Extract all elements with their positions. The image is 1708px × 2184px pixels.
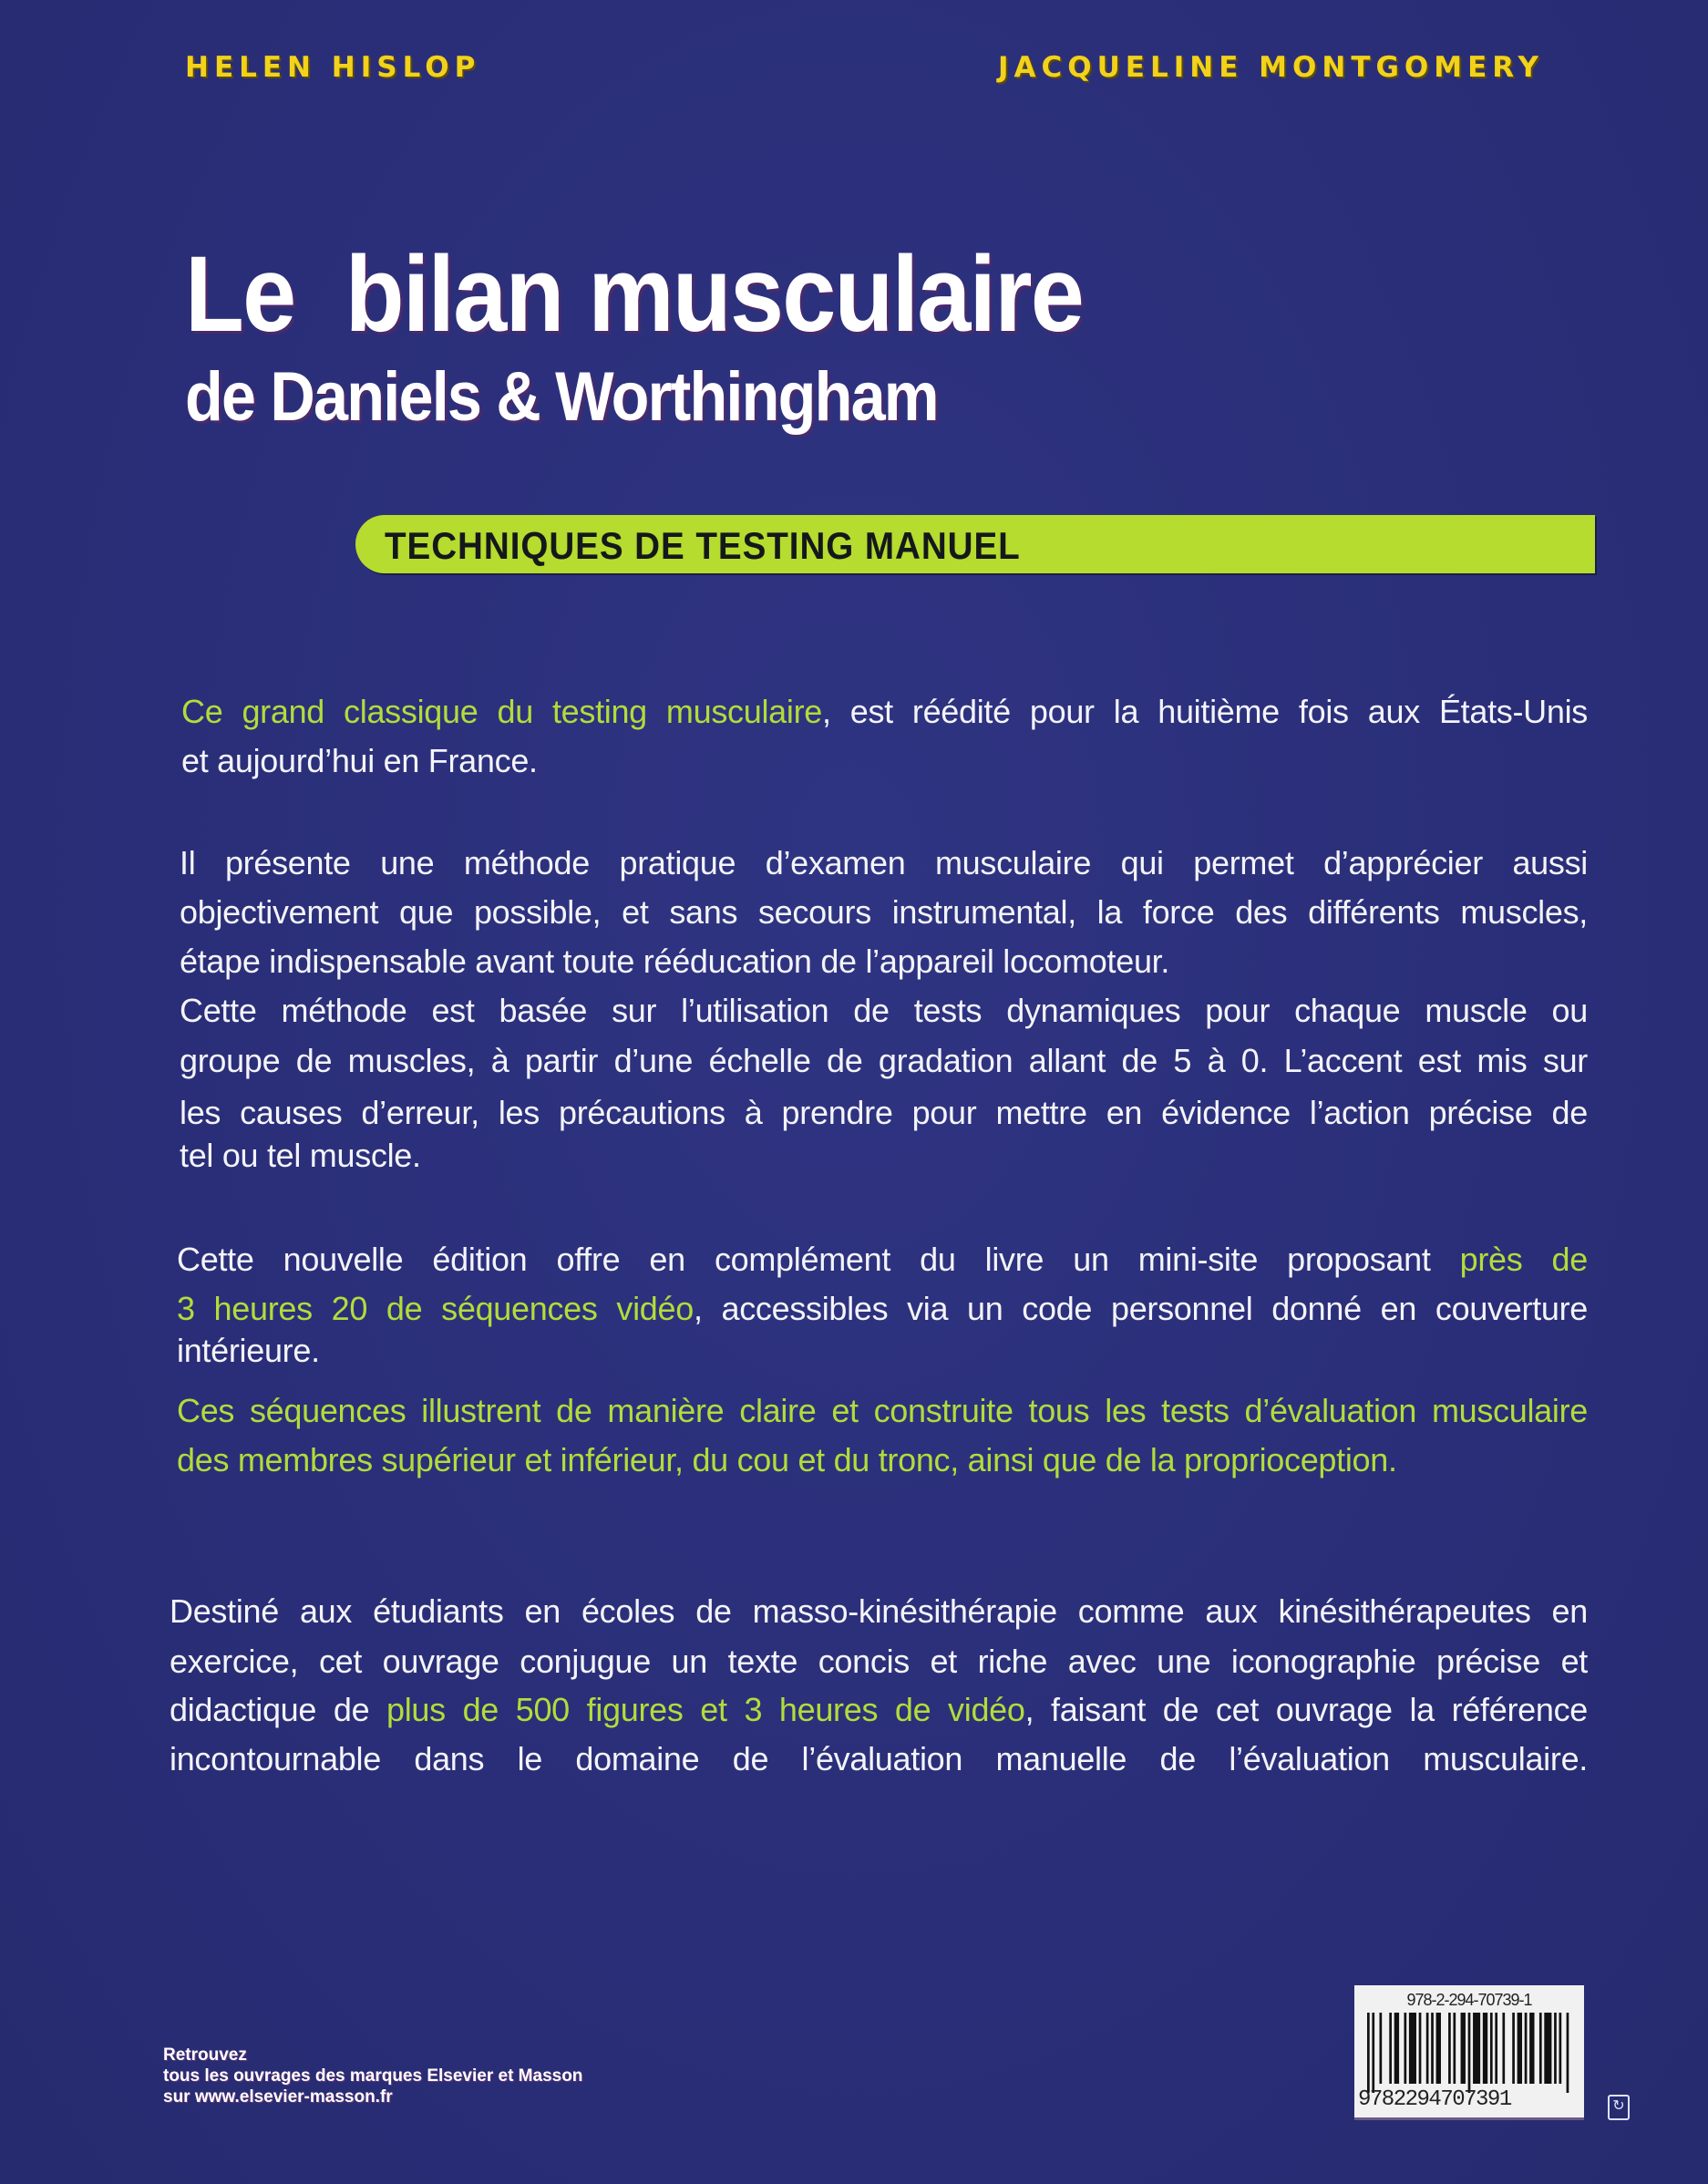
recycle-icon: ↻ xyxy=(1608,2095,1630,2120)
highlighted-text: près de xyxy=(1459,1241,1588,1278)
blurb-line xyxy=(177,1389,1588,1433)
barcode-bar xyxy=(1529,2013,1534,2084)
blurb-line xyxy=(170,1590,1588,1633)
barcode-bar xyxy=(1453,2013,1456,2084)
highlighted-text: des membres supérieur et inférieur, du cou et du tronc, ainsi que de la proprioception. xyxy=(177,1441,1397,1478)
blurb-line xyxy=(177,1238,1588,1282)
blurb-line xyxy=(180,891,1588,934)
barcode-bar xyxy=(1544,2013,1551,2084)
barcode-bar xyxy=(1436,2013,1441,2084)
body-text: étape indispensable avant toute rééducation de l’appareil locomoteur. xyxy=(180,943,1170,980)
body-text: et aujourd’hui en France. xyxy=(181,742,538,779)
body-text: les causes d’erreur, les précautions à prendre pour mettre en évidence l’action précise de xyxy=(180,1094,1588,1131)
barcode-bar xyxy=(1409,2013,1416,2084)
banner-text: TECHNIQUES DE TESTING MANUEL xyxy=(385,524,1021,567)
barcode-bar xyxy=(1372,2013,1374,2093)
highlighted-text: 3 heures 20 de séquences vidéo xyxy=(177,1290,694,1327)
body-text: groupe de muscles, à partir d’une échelle de gradation allant de 5 à 0. L’accent est mis sur xyxy=(180,1042,1588,1079)
barcode-bar xyxy=(1394,2013,1399,2084)
blurb-line xyxy=(177,1329,1588,1373)
book-subtitle: de Daniels & Worthingham xyxy=(185,358,938,436)
barcode-bars xyxy=(1367,2013,1571,2093)
blurb-line xyxy=(180,989,1588,1033)
barcode-bar xyxy=(1419,2013,1422,2084)
footer-line: tous les ouvrages des marques Elsevier et Masson xyxy=(163,2066,583,2086)
barcode-bar xyxy=(1379,2013,1382,2084)
subtitle-banner xyxy=(355,515,1595,573)
barcode-bar xyxy=(1518,2013,1522,2084)
barcode-bar xyxy=(1495,2013,1497,2084)
body-text: exercice, cet ouvrage conjugue un texte concis et riche avec une iconographie précise et xyxy=(170,1643,1588,1680)
barcode-bar xyxy=(1512,2013,1515,2084)
isbn-barcode xyxy=(1354,1985,1584,2120)
body-text: Cette nouvelle édition offre en complément du livre un mini-site proposant xyxy=(177,1241,1460,1278)
barcode-bar xyxy=(1404,2013,1406,2084)
blurb-line xyxy=(170,1640,1588,1684)
footer-line: sur www.elsevier-masson.fr xyxy=(163,2087,393,2107)
blurb-line xyxy=(181,690,1588,734)
isbn-label: 978-2-294-70739-1 xyxy=(1406,1991,1532,2009)
barcode-digits: 9782294707391 xyxy=(1358,2087,1511,2112)
body-text: objectivement que possible, et sans secours instrumental, la force des différents muscles, xyxy=(180,893,1588,931)
body-text: incontournable dans le domaine de l’évaluation manuelle de l’évaluation musculaire. xyxy=(170,1740,1588,1777)
body-text: , faisant de cet ouvrage la référence xyxy=(1024,1691,1588,1728)
book-title: Le bilan musculaire xyxy=(185,234,1084,355)
barcode-bar xyxy=(1426,2013,1429,2084)
barcode-bar xyxy=(1448,2013,1451,2084)
barcode-bar xyxy=(1461,2013,1466,2084)
body-text: Il présente une méthode pratique d’examen musculaire qui permet d’apprécier aussi xyxy=(180,844,1588,881)
body-text: Destiné aux étudiants en écoles de masso-kinésithérapie comme aux kinésithérapeutes en xyxy=(170,1592,1588,1630)
barcode-bar xyxy=(1567,2013,1569,2093)
highlighted-text: plus de 500 figures et 3 heures de vidéo xyxy=(386,1691,1025,1728)
barcode-bar xyxy=(1502,2013,1505,2084)
barcode-bar xyxy=(1468,2013,1471,2093)
highlighted-text: Ce grand classique du testing musculaire xyxy=(181,693,822,730)
barcode-bar xyxy=(1431,2013,1434,2084)
blurb-line xyxy=(180,1039,1588,1083)
barcode-bar xyxy=(1559,2013,1562,2084)
blurb-line xyxy=(170,1688,1588,1732)
blurb-line xyxy=(180,940,1588,984)
blurb-line xyxy=(177,1287,1588,1331)
barcode-bar xyxy=(1483,2013,1487,2084)
author-jacqueline-montgomery: JACQUELINE MONTGOMERY xyxy=(998,51,1544,84)
barcode-bar xyxy=(1389,2013,1392,2084)
barcode-bar xyxy=(1539,2013,1542,2084)
barcode-bar xyxy=(1367,2013,1370,2093)
body-text: tel ou tel muscle. xyxy=(180,1137,421,1174)
publisher-footer xyxy=(163,2045,582,2107)
blurb-line xyxy=(180,1134,1588,1178)
body-text: Cette méthode est basée sur l’utilisation de tests dynamiques pour chaque muscle ou xyxy=(180,992,1588,1029)
blurb-line xyxy=(177,1438,1553,1482)
blurb-line xyxy=(180,1091,1588,1135)
highlighted-text: Ces séquences illustrent de manière claire et construite tous les tests d’évaluation musculaire xyxy=(177,1392,1588,1429)
body-text: , accessibles via un code personnel donné en couverture xyxy=(693,1290,1588,1327)
body-text: , est réédité pour la huitième fois aux États-Unis xyxy=(822,693,1588,730)
barcode-bar xyxy=(1473,2013,1480,2084)
blurb-line xyxy=(181,739,1588,783)
body-text: didactique de xyxy=(170,1691,387,1728)
body-text: intérieure. xyxy=(177,1332,320,1369)
blurb-line xyxy=(170,1737,1588,1781)
author-helen-hislop: HELEN HISLOP xyxy=(185,51,481,84)
barcode-bar xyxy=(1554,2013,1557,2084)
barcode-bar xyxy=(1490,2013,1493,2084)
footer-line: Retrouvez xyxy=(163,2045,247,2065)
blurb-line xyxy=(180,841,1588,885)
barcode-bar xyxy=(1525,2013,1528,2084)
